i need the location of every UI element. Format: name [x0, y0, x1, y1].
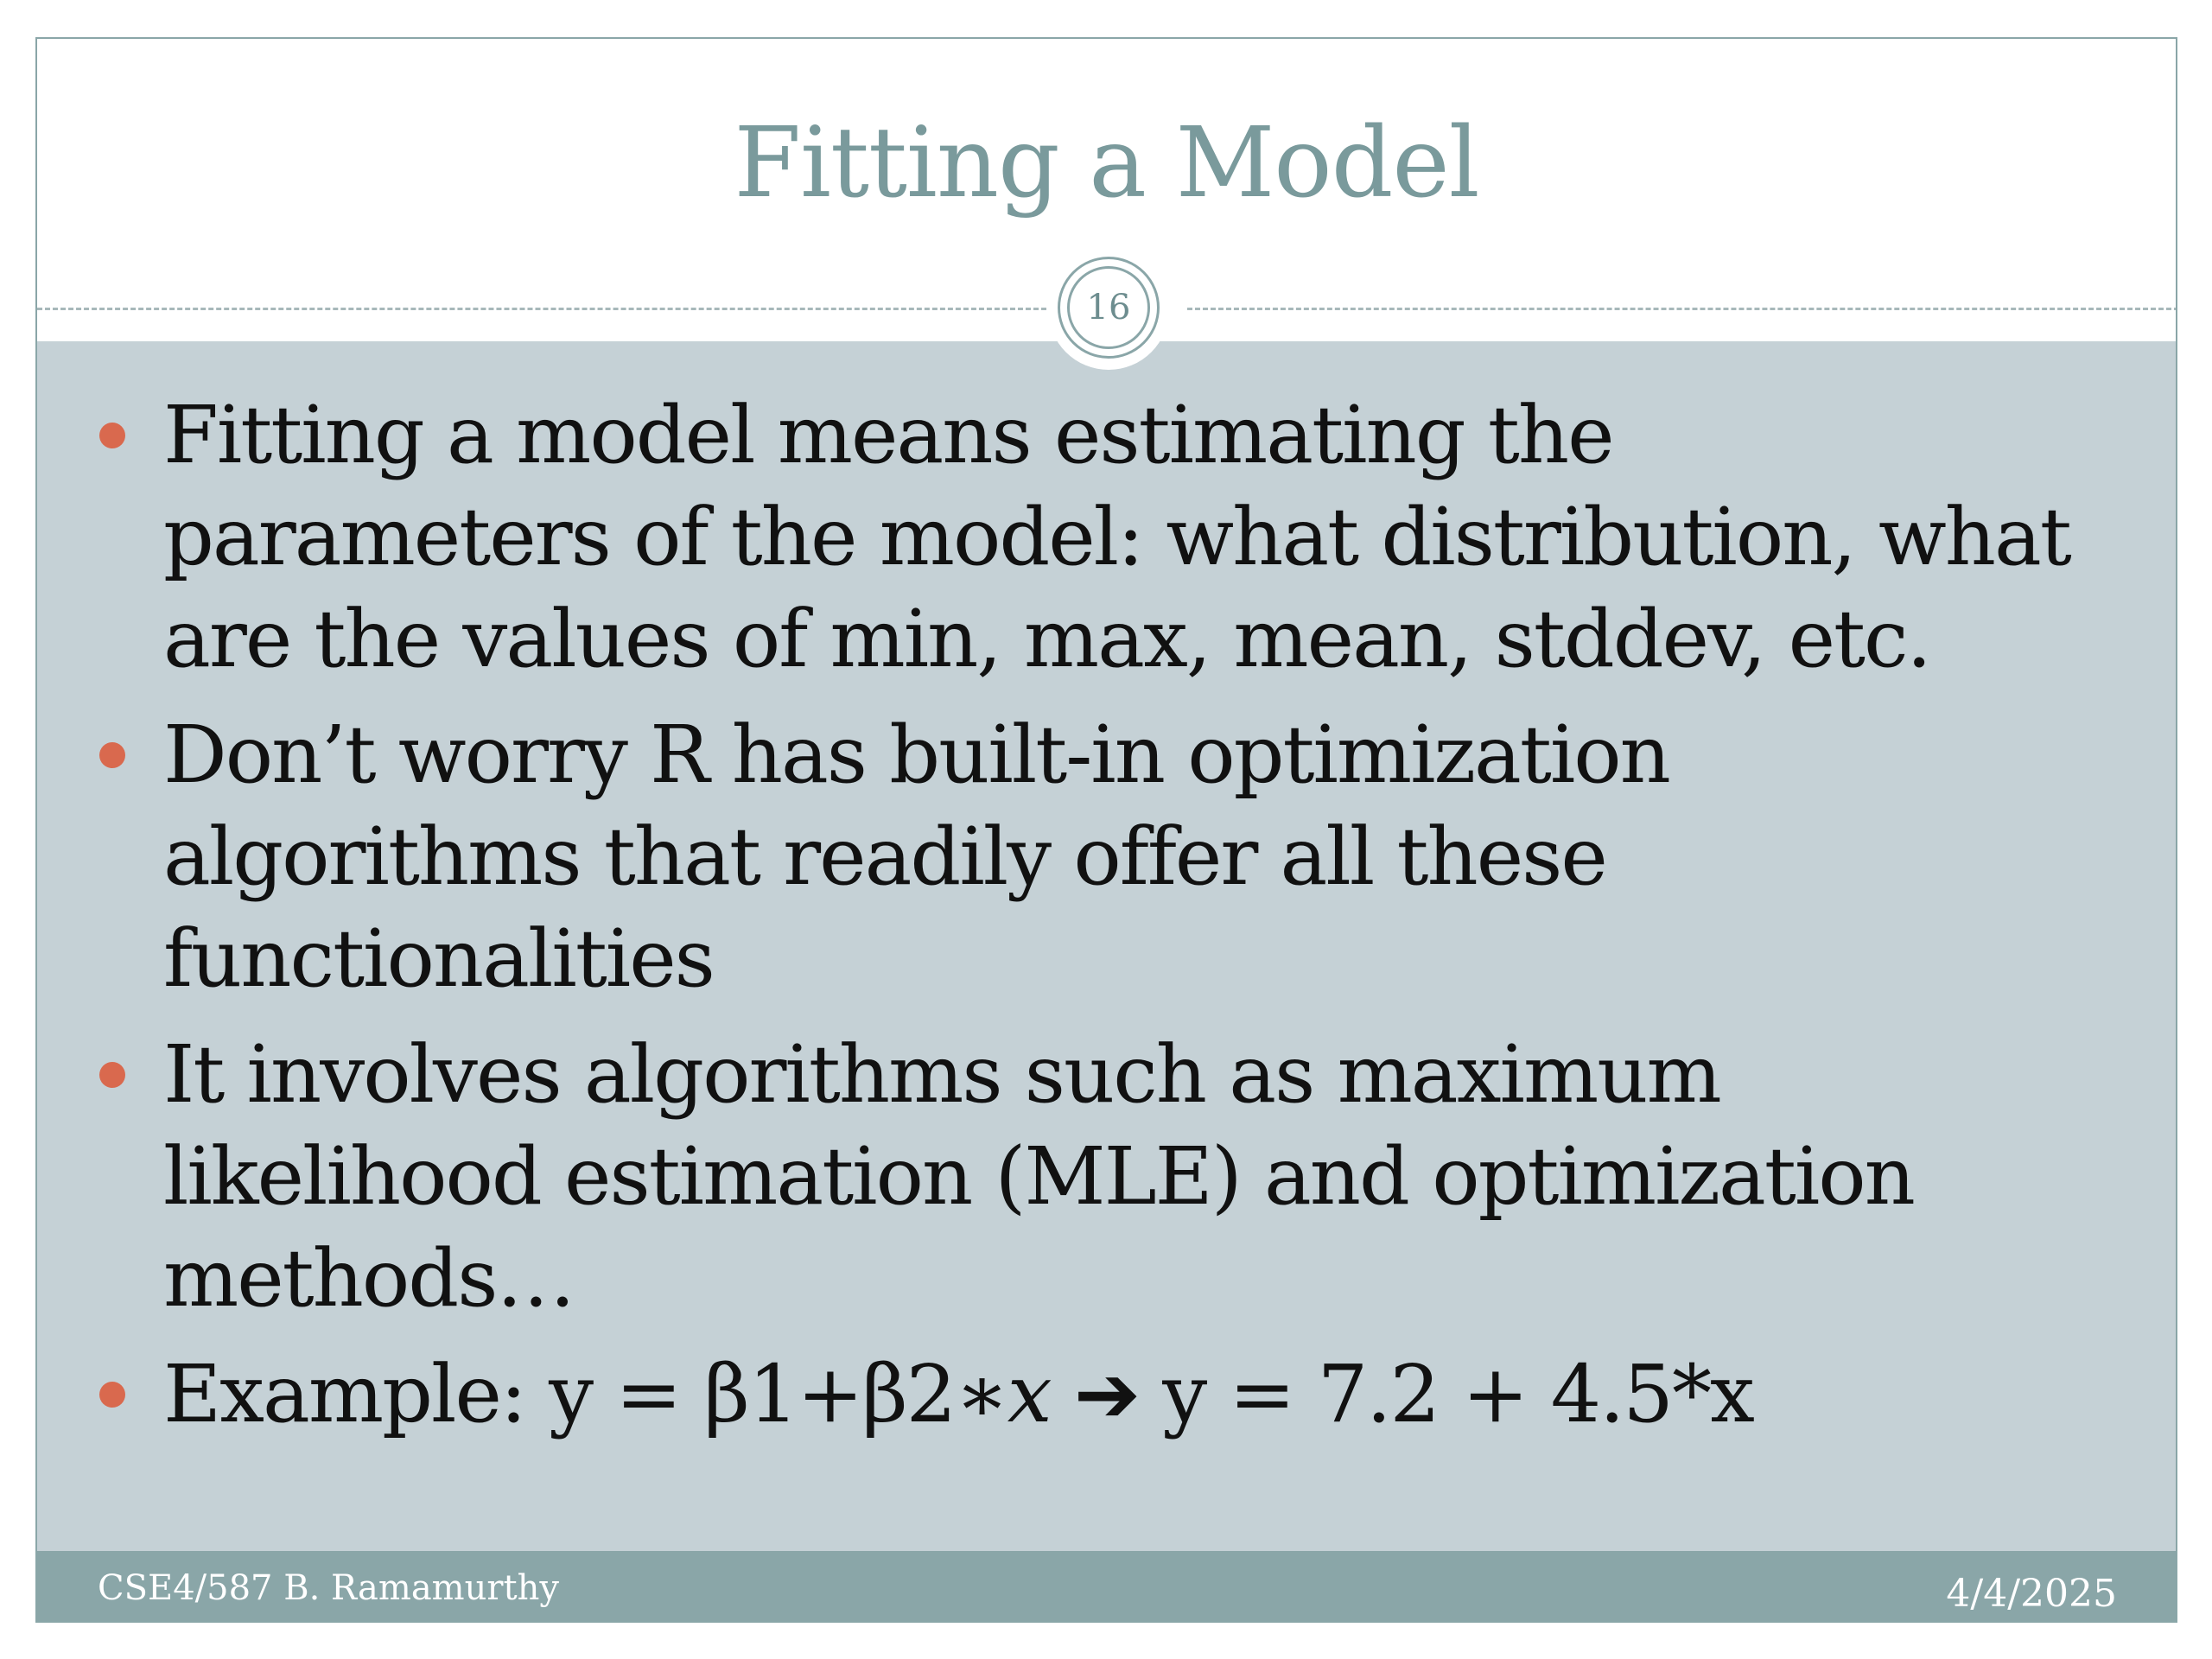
slide-title: Fitting a Model: [734, 107, 1479, 219]
bullet-list: [37, 385, 2176, 1459]
bullet-text-example: Example: y = β1+β2∗𝑥 ➔ y = 7.2 + 4.5*x: [163, 1348, 1753, 1440]
slide-number-badge: [1058, 257, 1160, 359]
slide: [35, 37, 2177, 1623]
bullet-dot-icon: [99, 742, 125, 768]
title-divider-left: [37, 308, 1054, 310]
slide-number: 16: [1067, 266, 1150, 349]
bullet-dot-icon: [99, 1382, 125, 1408]
bullet-item: [37, 1024, 2176, 1330]
bullet-item: [37, 1344, 2176, 1446]
title-divider-right: [1187, 308, 2177, 310]
footer-date: 4/4/2025: [1946, 1572, 2117, 1616]
footer: [37, 1551, 2176, 1623]
bullet-text: It involves algorithms such as maximum likelihood estimation (MLE) and optimization methods…: [163, 1028, 1914, 1325]
bullet-text: Don’t worry R has built-in optimization algorithms that readily offer all these functionalities: [163, 709, 1669, 1005]
footer-author: CSE4/587 B. Ramamurthy: [98, 1568, 559, 1608]
bullet-item: [37, 385, 2176, 690]
bullet-text: Fitting a model means estimating the parameters of the model: what distribution, what are the values of min, max, mean, stddev, etc.: [163, 389, 2070, 685]
bullet-dot-icon: [99, 423, 125, 448]
bullet-item: [37, 704, 2176, 1010]
bullet-dot-icon: [99, 1062, 125, 1088]
